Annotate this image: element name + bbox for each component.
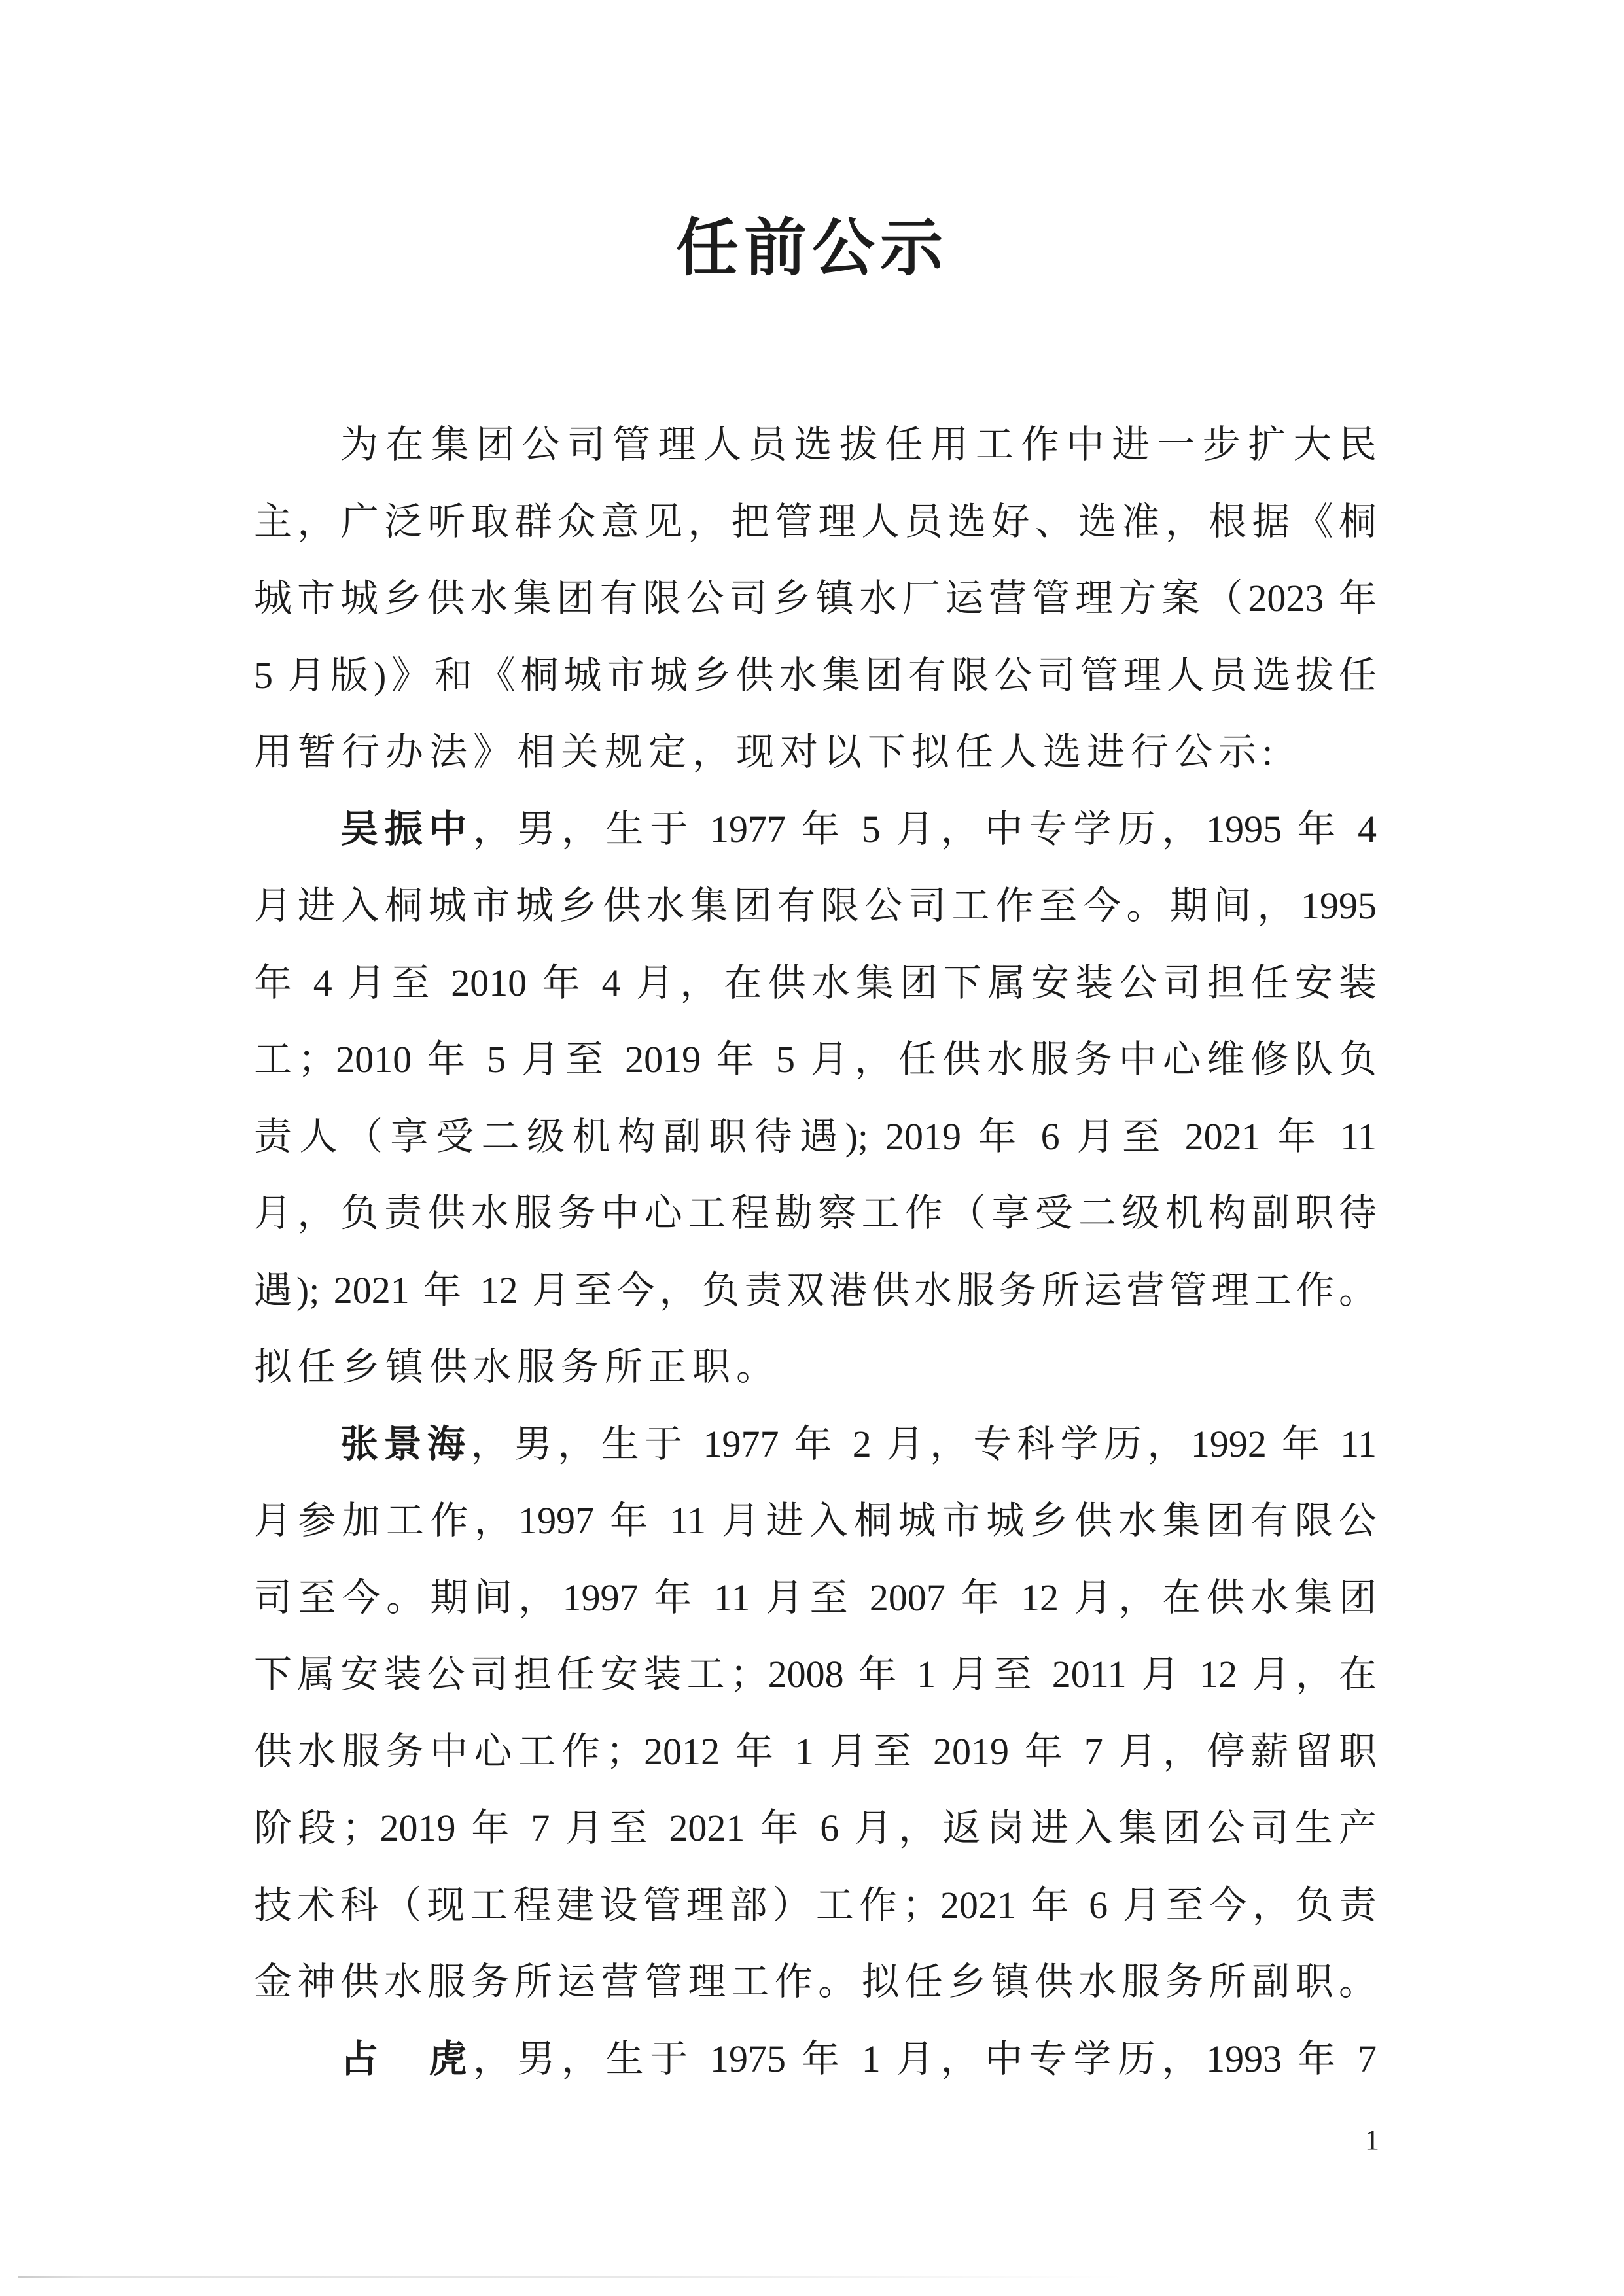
text-line: 年 4 月至 2010 年 4 月，在供水集团下属安装公司担任安装 — [254, 961, 1377, 1004]
text-line: 责人（享受二级机构副职待遇); 2019 年 6 月至 2021 年 11 — [254, 1115, 1377, 1158]
text-line: 城市城乡供水集团有限公司乡镇水厂运营管理方案（2023 年 — [254, 577, 1377, 619]
text-line: 技术科（现工程建设管理部）工作；2021 年 6 月至今，负责 — [254, 1883, 1377, 1926]
text-line: 阶段；2019 年 7 月至 2021 年 6 月，返岗进入集团公司生产 — [254, 1807, 1377, 1849]
person-name: 占 虎 — [340, 2037, 473, 2080]
text-line: 5 月版)》和《桐城市城乡供水集团有限公司管理人员选拔任 — [254, 653, 1377, 697]
person-name: 张景海 — [340, 1422, 471, 1465]
page-title: 任前公示 — [676, 213, 948, 283]
text-line: 下属安装公司担任安装工；2008 年 1 月至 2011 月 12 月，在 — [254, 1653, 1377, 1696]
text-line: 月进入桐城市城乡供水集团有限公司工作至今。期间，1995 — [254, 884, 1377, 927]
text-line: 为在集团公司管理人员选拔任用工作中进一步扩大民 — [340, 423, 1377, 466]
text-line: 遇); 2021 年 12 月至今，负责双港供水服务所运营管理工作。 — [254, 1268, 1377, 1312]
text-line: 主，广泛听取群众意见，把管理人员选好、选准，根据《桐 — [254, 500, 1377, 543]
text-line: 张景海，男，生于 1977 年 2 月，专科学历，1992 年 11 — [340, 1422, 1377, 1465]
text-line: 司至今。期间，1997 年 11 月至 2007 年 12 月，在供水集团 — [254, 1576, 1377, 1619]
page-number: 1 — [1365, 2124, 1379, 2156]
text-line: 月，负责供水服务中心工程勘察工作（享受二级机构副职待 — [254, 1192, 1377, 1234]
text-line: 金神供水服务所运营管理工作。拟任乡镇供水服务所副职。 — [254, 1960, 1377, 2003]
text-line: 供水服务中心工作；2012 年 1 月至 2019 年 7 月，停薪留职 — [254, 1730, 1377, 1773]
text-line: 月参加工作，1997 年 11 月进入桐城市城乡供水集团有限公 — [254, 1499, 1377, 1542]
document-body — [254, 406, 1377, 2097]
text-line: 吴振中，男，生于 1977 年 5 月，中专学历，1995 年 4 — [340, 807, 1377, 850]
text-line: 占 虎，男，生于 1975 年 1 月，中专学历，1993 年 7 — [340, 2037, 1377, 2080]
person-name: 吴振中 — [340, 807, 473, 850]
text-line: 拟任乡镇供水服务所正职。 — [254, 1346, 781, 1388]
text-line: 用暂行办法》相关规定，现对以下拟任人选进行公示: — [254, 731, 1279, 773]
text-line: 工；2010 年 5 月至 2019 年 5 月，任供水服务中心维修队负 — [254, 1038, 1377, 1081]
scan-artifact-line — [18, 2276, 1124, 2278]
